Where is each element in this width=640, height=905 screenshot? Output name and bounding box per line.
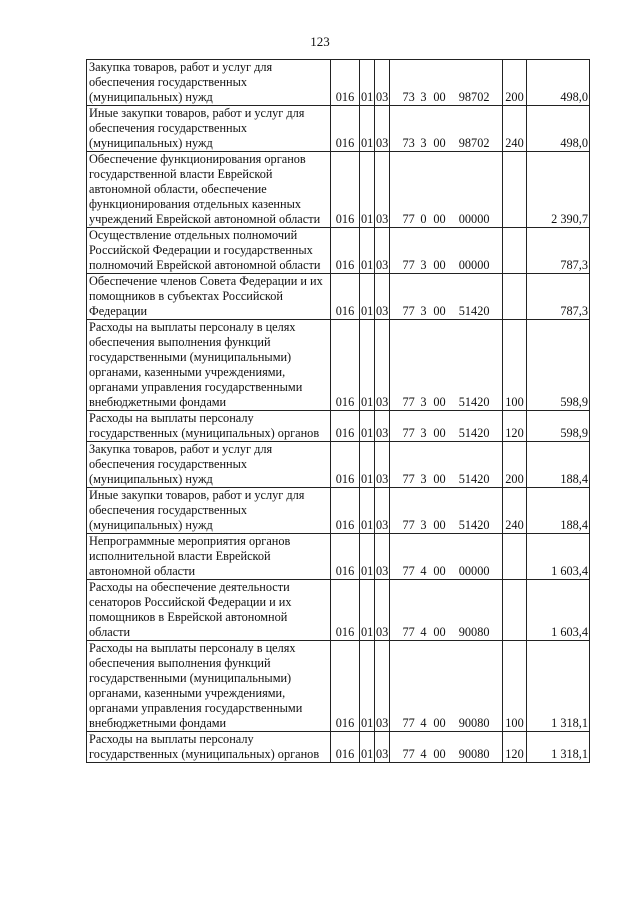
row-name: Расходы на выплаты персоналу государственных (муниципальных) органов: [87, 411, 331, 442]
target-article-part: 98702: [458, 90, 490, 104]
row-name: Иные закупки товаров, работ и услуг для обеспечения государственных (муниципальных) нужд: [87, 488, 331, 534]
section-code: 01: [360, 152, 375, 228]
table-row: [87, 534, 590, 580]
target-article-code: [390, 152, 503, 228]
ministry-code: 016: [331, 152, 360, 228]
target-article-part: 90080: [458, 747, 490, 761]
expense-type-code: [503, 228, 527, 274]
target-article-code: [390, 442, 503, 488]
target-article-part: 00: [433, 136, 446, 150]
table-row: [87, 442, 590, 488]
target-article-part: 51420: [458, 395, 490, 409]
subsection-code: 03: [375, 488, 390, 534]
target-article-part: 00: [433, 625, 446, 639]
target-article-part: 51420: [458, 304, 490, 318]
target-article-part: 77: [402, 258, 415, 272]
subsection-code: 03: [375, 580, 390, 641]
ministry-code: 016: [331, 228, 360, 274]
expense-type-code: 100: [503, 320, 527, 411]
amount: 1 603,4: [527, 580, 590, 641]
amount: 787,3: [527, 274, 590, 320]
table-row: [87, 488, 590, 534]
ministry-code: 016: [331, 641, 360, 732]
target-article-part: 4: [420, 564, 427, 578]
ministry-code: 016: [331, 106, 360, 152]
subsection-code: 03: [375, 228, 390, 274]
target-article-code: [390, 106, 503, 152]
row-name: Закупка товаров, работ и услуг для обеспечения государственных (муниципальных) нужд: [87, 60, 331, 106]
amount: 1 318,1: [527, 732, 590, 763]
subsection-code: 03: [375, 60, 390, 106]
row-name: Закупка товаров, работ и услуг для обеспечения государственных (муниципальных) нужд: [87, 442, 331, 488]
target-article-code: [390, 274, 503, 320]
target-article-part: 00: [433, 518, 446, 532]
ministry-code: 016: [331, 732, 360, 763]
ministry-code: 016: [331, 274, 360, 320]
target-article-part: 3: [420, 258, 427, 272]
section-code: 01: [360, 641, 375, 732]
target-article-part: 77: [402, 716, 415, 730]
expense-type-code: 100: [503, 641, 527, 732]
row-name: Расходы на выплаты персоналу в целях обеспечения выполнения функций государственными (муниципальными) органами, казенными учреждениями, органами управления государственными внебюджетными фондами: [87, 320, 331, 411]
target-article-part: 00: [433, 304, 446, 318]
ministry-code: 016: [331, 442, 360, 488]
ministry-code: 016: [331, 534, 360, 580]
amount: 787,3: [527, 228, 590, 274]
ministry-code: 016: [331, 580, 360, 641]
section-code: 01: [360, 228, 375, 274]
target-article-code: [390, 732, 503, 763]
ministry-code: 016: [331, 411, 360, 442]
table-row: [87, 274, 590, 320]
table-body: [87, 60, 590, 763]
amount: 1 318,1: [527, 641, 590, 732]
subsection-code: 03: [375, 641, 390, 732]
table-row: [87, 60, 590, 106]
ministry-code: 016: [331, 60, 360, 106]
target-article-part: 4: [420, 625, 427, 639]
target-article-part: 00: [433, 716, 446, 730]
row-name: Расходы на выплаты персоналу в целях обеспечения выполнения функций государственными (муниципальными) органами, казенными учреждениями, органами управления государственными внебюджетными фондами: [87, 641, 331, 732]
ministry-code: 016: [331, 320, 360, 411]
target-article-part: 0: [420, 212, 427, 226]
ministry-code: 016: [331, 488, 360, 534]
target-article-part: 00: [433, 258, 446, 272]
target-article-part: 77: [402, 518, 415, 532]
row-name: Расходы на обеспечение деятельности сенаторов Российской Федерации и их помощников в Еврейской автономной области: [87, 580, 331, 641]
subsection-code: 03: [375, 411, 390, 442]
target-article-part: 77: [402, 747, 415, 761]
row-name: Обеспечение членов Совета Федерации и их помощников в субъектах Российской Федерации: [87, 274, 331, 320]
expense-type-code: 240: [503, 106, 527, 152]
target-article-part: 00: [433, 747, 446, 761]
row-name: Непрограммные мероприятия органов исполнительной власти Еврейской автономной области: [87, 534, 331, 580]
expense-type-code: 120: [503, 732, 527, 763]
row-name: Расходы на выплаты персоналу государственных (муниципальных) органов: [87, 732, 331, 763]
target-article-part: 77: [402, 304, 415, 318]
amount: 188,4: [527, 488, 590, 534]
target-article-part: 00: [433, 212, 446, 226]
target-article-part: 73: [402, 136, 415, 150]
target-article-code: [390, 641, 503, 732]
table-row: [87, 106, 590, 152]
expense-type-code: 200: [503, 60, 527, 106]
target-article-code: [390, 228, 503, 274]
target-article-part: 77: [402, 426, 415, 440]
target-article-code: [390, 320, 503, 411]
section-code: 01: [360, 411, 375, 442]
subsection-code: 03: [375, 152, 390, 228]
target-article-part: 77: [402, 564, 415, 578]
section-code: 01: [360, 580, 375, 641]
target-article-part: 4: [420, 716, 427, 730]
target-article-part: 90080: [458, 625, 490, 639]
amount: 598,9: [527, 320, 590, 411]
expense-type-code: [503, 152, 527, 228]
target-article-part: 3: [420, 472, 427, 486]
page-number: 123: [310, 34, 330, 49]
section-code: 01: [360, 534, 375, 580]
target-article-code: [390, 534, 503, 580]
amount: 2 390,7: [527, 152, 590, 228]
section-code: 01: [360, 106, 375, 152]
target-article-code: [390, 580, 503, 641]
table-row: [87, 411, 590, 442]
section-code: 01: [360, 488, 375, 534]
target-article-part: 3: [420, 136, 427, 150]
target-article-part: 00: [433, 564, 446, 578]
table-row: [87, 732, 590, 763]
target-article-part: 3: [420, 90, 427, 104]
expense-type-code: [503, 274, 527, 320]
expense-type-code: 120: [503, 411, 527, 442]
target-article-part: 77: [402, 395, 415, 409]
table-row: [87, 152, 590, 228]
subsection-code: 03: [375, 106, 390, 152]
row-name: Иные закупки товаров, работ и услуг для обеспечения государственных (муниципальных) нужд: [87, 106, 331, 152]
row-name: Осуществление отдельных полномочий Российской Федерации и государственных полномочий Еврейской автономной области: [87, 228, 331, 274]
budget-table: [86, 59, 590, 763]
target-article-part: 3: [420, 518, 427, 532]
target-article-part: 51420: [458, 518, 490, 532]
target-article-part: 51420: [458, 426, 490, 440]
target-article-part: 77: [402, 212, 415, 226]
target-article-part: 4: [420, 747, 427, 761]
target-article-part: 90080: [458, 716, 490, 730]
expense-type-code: [503, 534, 527, 580]
section-code: 01: [360, 442, 375, 488]
target-article-part: 00: [433, 426, 446, 440]
subsection-code: 03: [375, 274, 390, 320]
target-article-part: 3: [420, 395, 427, 409]
target-article-part: 00000: [458, 258, 490, 272]
target-article-part: 00: [433, 395, 446, 409]
target-article-part: 00000: [458, 564, 490, 578]
target-article-part: 00: [433, 90, 446, 104]
subsection-code: 03: [375, 442, 390, 488]
target-article-part: 77: [402, 625, 415, 639]
table-row: [87, 641, 590, 732]
section-code: 01: [360, 320, 375, 411]
amount: 1 603,4: [527, 534, 590, 580]
section-code: 01: [360, 60, 375, 106]
expense-type-code: [503, 580, 527, 641]
target-article-code: [390, 60, 503, 106]
expense-type-code: 240: [503, 488, 527, 534]
row-name: Обеспечение функционирования органов государственной власти Еврейской автономной области, обеспечение функционирования отдельных казенных учреждений Еврейской автономной области: [87, 152, 331, 228]
target-article-part: 73: [402, 90, 415, 104]
amount: 188,4: [527, 442, 590, 488]
table-row: [87, 320, 590, 411]
subsection-code: 03: [375, 534, 390, 580]
table-row: [87, 580, 590, 641]
target-article-part: 00: [433, 472, 446, 486]
subsection-code: 03: [375, 320, 390, 411]
target-article-part: 00000: [458, 212, 490, 226]
section-code: 01: [360, 732, 375, 763]
target-article-part: 51420: [458, 472, 490, 486]
target-article-code: [390, 488, 503, 534]
target-article-code: [390, 411, 503, 442]
table-row: [87, 228, 590, 274]
amount: 498,0: [527, 60, 590, 106]
subsection-code: 03: [375, 732, 390, 763]
target-article-part: 98702: [458, 136, 490, 150]
target-article-part: 3: [420, 426, 427, 440]
amount: 598,9: [527, 411, 590, 442]
expense-type-code: 200: [503, 442, 527, 488]
section-code: 01: [360, 274, 375, 320]
amount: 498,0: [527, 106, 590, 152]
target-article-part: 3: [420, 304, 427, 318]
target-article-part: 77: [402, 472, 415, 486]
